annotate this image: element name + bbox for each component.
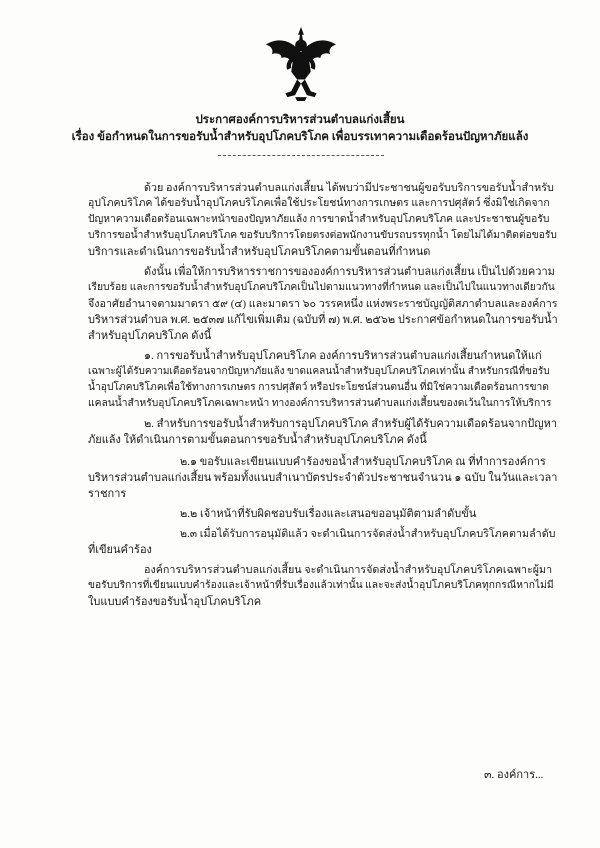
body-line: น้ำอุปโภคบริโภคเพื่อใช้ทางการเกษตร การปศุสัตว์ หรือประโยชน์ส่วนตนอื่น ที่มิใช่ความเดือดร้อนการขาด (88, 382, 549, 393)
body-line: บริการขอน้ำสำหรับอุปโภคบริโภค ขอรับบริการโดยตรงต่อพนักงานขับรถบรรทุกน้ำ โดยไม่ได้มาติดต่อขอรับ (88, 230, 557, 241)
body-line: ขอรับบริการที่เขียนแบบคำร้องและเจ้าหน้าที่รับเรื่องแล้วเท่านั้น และจะส่งน้ำอุปโภคบริโภคทุกกรณีหากไม่มี (88, 580, 554, 591)
garuda-emblem (262, 22, 340, 102)
body-line: ๑. การขอรับน้ำสำหรับอุปโภคบริโภค องค์การบริหารส่วนตำบลแก่งเสี้ยนกำหนดให้แก่ (144, 350, 542, 362)
body-line: บริการและดำเนินการขอรับน้ำสำหรับอุปโภคบริโภคตามขั้นตอนที่กำหนด (88, 246, 431, 258)
body-line: องค์การบริหารส่วนตำบลแก่งเสี้ยน จะดำเนินการจัดส่งน้ำสำหรับอุปโภคบริโภคเฉพาะผู้มา (144, 564, 553, 576)
body-line: ๒.๓ เมื่อได้รับการอนุมัติแล้ว จะดำเนินการจัดส่งน้ำสำหรับอุปโภคบริโภคตามลำดับ (180, 528, 556, 540)
announcement-title: ประกาศองค์การบริหารส่วนตำบลแก่งเสี้ยน (195, 114, 405, 126)
body-line: ๒.๑ ขอรับและเขียนแบบคำร้องขอน้ำสำหรับอุปโภคบริโภค ณ ที่ทำการองค์การ (180, 456, 546, 468)
body-line: ราชการ (88, 488, 127, 500)
body-line: ด้วย องค์การบริหารส่วนตำบลแก่งเสี้ยน ได้พบว่ามีประชาชนผู้ขอรับบริการขอรับน้ำสำหรับ (144, 182, 554, 194)
title-divider (218, 155, 384, 156)
body-line: ๒. สำหรับการขอรับน้ำสำหรับการอุปโภคบริโภค สำหรับผู้ได้รับความเดือดร้อนจากปัญหา (144, 418, 558, 430)
body-line: แคลนน้ำสำหรับอุปโภคบริโภคเฉพาะหน้า ทางองค์การบริหารส่วนตำบลแก่งเสี้ยนของดเว้นในการให้บริการ (88, 398, 552, 409)
body-line: บริหารส่วนตำบลแก่งเสี้ยน พร้อมทั้งแนบสำเนาบัตรประจำตัวประชาชนจำนวน ๑ ฉบับ ในวันและเวลา (88, 472, 558, 484)
body-line: ภัยแล้ง ให้ดำเนินการตามขั้นตอนการขอรับน้ำสำหรับอุปโภคบริโภค ดังนี้ (88, 434, 427, 446)
body-line: ใบแบบคำร้องขอรับน้ำอุปโภคบริโภค (88, 596, 262, 608)
body-line: สำหรับอุปโภคบริโภค ดังนี้ (88, 330, 212, 342)
body-line: อุปโภคบริโภค ได้ขอรับน้ำอุปโภคบริโภคเพื่อใช้ประโยชน์ทางการเกษตร และการปศุสัตว์ ซึ่งมิใช่เกิดจาก (88, 198, 550, 209)
page-continuation: ๓. องค์การ... (484, 769, 544, 781)
body-line: ที่เขียนคำร้อง (88, 544, 152, 556)
body-line: บริหารส่วนตำบล พ.ศ. ๒๕๓๗ แก้ไขเพิ่มเติม (ฉบับที่ ๗) พ.ศ. ๒๕๖๒ ประกาศข้อกำหนดในการขอรับน้ำ (88, 314, 558, 326)
body-line: เรียบร้อย และการขอรับน้ำสำหรับอุปโภคบริโภคเป็นไปตามแนวทางที่กำหนด และเป็นไปในแนวทางเดียวกัน (88, 282, 555, 293)
body-line: เฉพาะผู้ได้รับความเดือดร้อนจากปัญหาภัยแล้ง ขาดแคลนน้ำสำหรับอุปโภคบริโภคเท่านั้น สำหรับกรณีที่ขอรับ (88, 366, 550, 377)
body-line: ปัญหาความเดือดร้อนเฉพาะหน้าของปัญหาภัยแล้ง การขาดน้ำสำหรับอุปโภคบริโภค และประชาชนผู้ขอรับ (88, 214, 550, 225)
body-line: ๒.๒ เจ้าหน้าที่รับผิดชอบรับเรื่องและเสนอขออนุมัติตามลำดับขั้น (180, 508, 477, 520)
subject-line: เรื่อง ข้อกำหนดในการขอรับน้ำสำหรับอุปโภคบริโภค เพื่อบรรเทาความเดือดร้อนปัญหาภัยแล้ง (71, 131, 529, 143)
body-line: ดังนั้น เพื่อให้การบริหารราชการขององค์การบริหารส่วนตำบลแก่งเสี้ยน เป็นไปด้วยความ (144, 266, 555, 278)
body-line: จึงอาศัยอำนาจตามมาตรา ๕๙ (๔) และมาตรา ๖๐ วรรคหนึ่ง แห่งพระราชบัญญัติสภาตำบลและองค์การ (88, 298, 558, 310)
